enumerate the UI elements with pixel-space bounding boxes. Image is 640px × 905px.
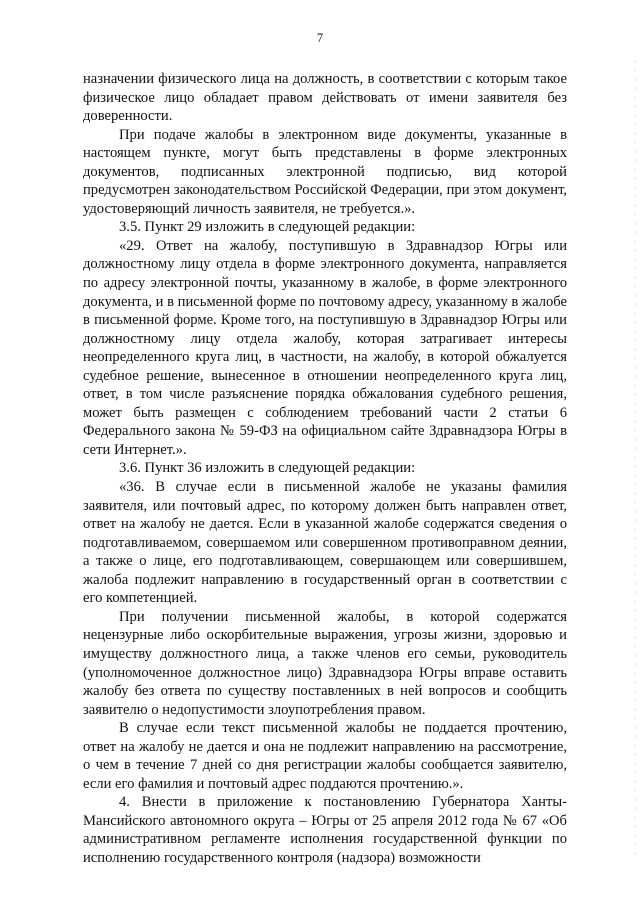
paragraph: «29. Ответ на жалобу, поступившую в Здравнадзор Югры или должностному лицу отдела в форме электронного документа, направляется по адресу электронной почты, указанному в жалобе, в форме электронного документа, и в письменной форме по почтовому адресу, указанному в жалобе в письменной форме. Кроме того, на поступившую в Здравнадзор Югры или должностному лицу отдела жалобу, которая затрагивает интересы неопределенного круга лиц, в частности, на жалобу, в которой обжалуется судебное решение, вынесенное в отношении неопределенного круга лиц, ответ, в том числе разъяснение порядка обжалования судебного решения, может быть размещен с соблюдением требований части 2 статьи 6 Федерального закона № 59-ФЗ на официальном сайте Здравнадзора Югры в сети Интернет.». — [83, 237, 567, 458]
document-body — [83, 70, 567, 868]
paragraph: «36. В случае если в письменной жалобе не указаны фамилия заявителя, или почтовый адрес, по которому должен быть направлен ответ, ответ на жалобу не дается. Если в указанной жалобе содержатся сведения о подготавливаемом, совершаемом или совершенном противоправном деянии, а также о лице, его подготавливающем, совершающем или совершившем, жалоба подлежит направлению в государственный орган в соответствии с его компетенцией. — [83, 479, 567, 607]
paragraph: 4. Внести в приложение к постановлению Губернатора Ханты-Мансийского автономного округа – Югры от 25 апреля 2012 года № 67 «Об административном регламенте исполнения государственной функции по исполнению государственного контроля (надзора) возможности — [83, 794, 567, 866]
paragraph: назначении физического лица на должность, в соответствии с которым такое физическое лицо обладает правом действовать от имени заявителя без доверенности. — [83, 71, 567, 125]
paragraph: При получении письменной жалобы, в которой содержатся нецензурные либо оскорбительные выражения, угрозы жизни, здоровью и имуществу должностного лица, а также членов его семьи, руководитель (уполномоченное должностное лицо) Здравнадзора Югры вправе оставить жалобу без ответа по существу поставленных в ней вопросов и сообщить заявителю о недопустимости злоупотребления правом. — [83, 608, 567, 718]
scan-edge-mark — [635, 60, 636, 860]
paragraph: В случае если текст письменной жалобы не поддается прочтению, ответ на жалобу не дается и она не подлежит направлению на рассмотрение, о чем в течение 7 дней со дня регистрации жалобы сообщается заявителю, если его фамилия и почтовый адрес поддаются прочтению.». — [83, 720, 567, 792]
page-number: 7 — [316, 31, 324, 45]
paragraph: 3.6. Пункт 36 изложить в следующей редакции: — [119, 460, 416, 477]
paragraph: 3.5. Пункт 29 изложить в следующей редакции: — [119, 219, 416, 236]
paragraph: При подаче жалобы в электронном виде документы, указанные в настоящем пункте, могут быть представлены в форме электронных документов, подписанных электронной подписью, вид которой предусмотрен законодательством Российской Федерации, при этом документ, удостоверяющий личность заявителя, не требуется.». — [83, 126, 567, 217]
